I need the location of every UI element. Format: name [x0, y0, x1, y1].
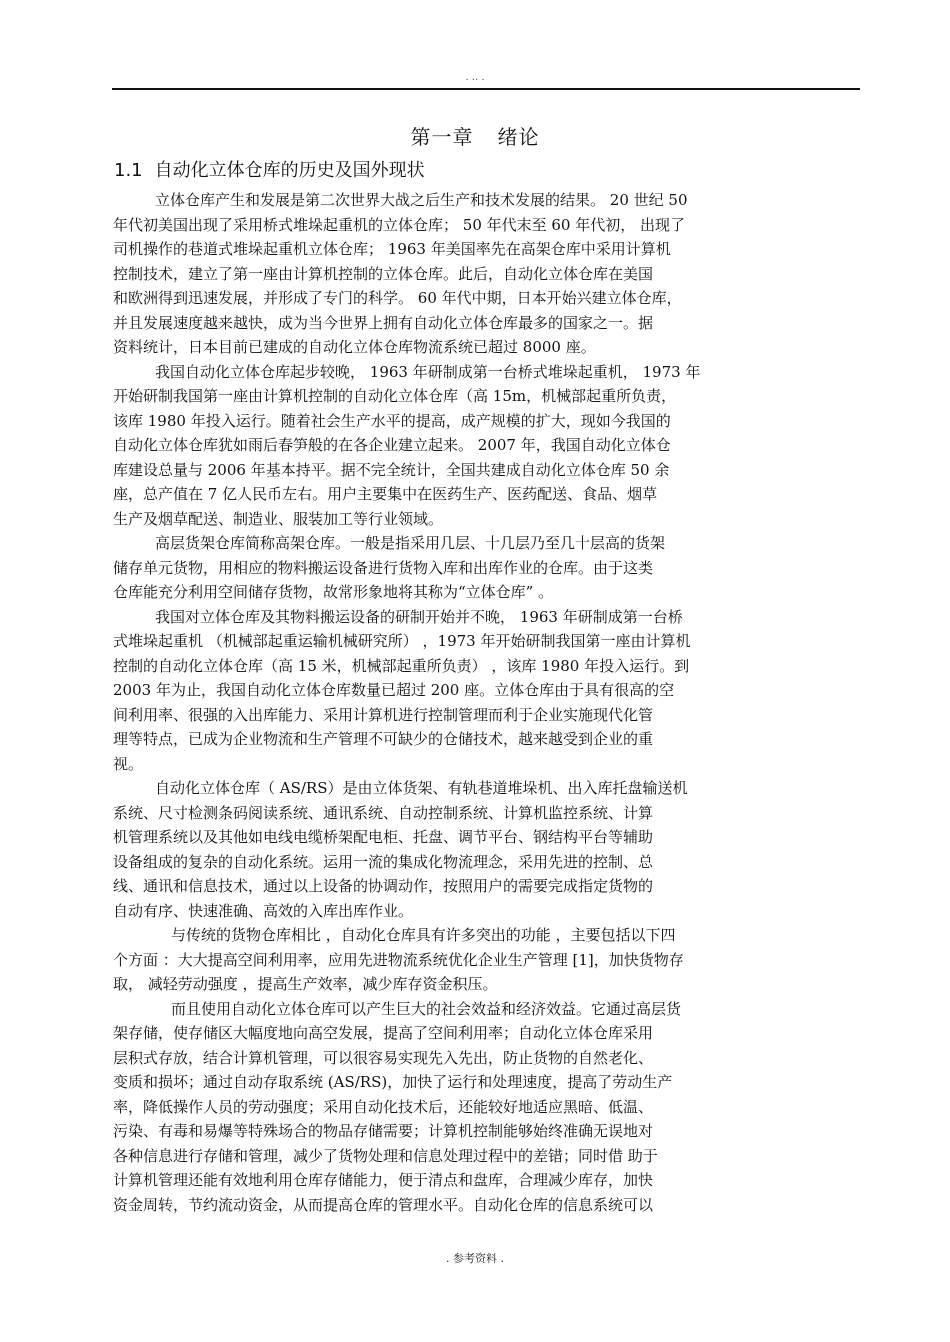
body-line: 个方面 ：大大提高空间利用率，应用先进物流系统优化企业生产管理 [1]，加快货物存 — [113, 950, 684, 969]
body-line: 立体仓库产生和发展是第二次世界大战之后生产和技术发展的结果。 20 世纪 50 — [155, 191, 688, 209]
body-line: 仓库能充分利用空间储存货物，故常形象地将其称为“立体仓库” 。 — [113, 583, 554, 601]
body-line: 率，降低操作人员的劳动强度；采用自动化技术后，还能较好地适应黑暗、低温、 — [113, 1097, 654, 1116]
chapter-number: 第一章 — [410, 125, 474, 149]
body-line: 取， 减轻劳动强度 ，提高生产效率，减少库存资金积压。 — [113, 975, 498, 993]
body-line: 计算机管理还能有效地利用仓库存储能力，便于清点和盘库，合理减少库存，加快 — [113, 1171, 654, 1189]
body-line: 各种信息进行存储和管理，减少了货物处理和信息处理过程中的差错；同时借 助于 — [113, 1146, 658, 1165]
chapter-title: 绪论 — [497, 125, 540, 149]
body-line: 自动有序、快速准确、高效的入库出库作业。 — [113, 901, 414, 920]
body-line: 库建设总量与 2006 年基本持平。据不完全统计，全国共建成自动化立体仓库 50 余 — [113, 460, 670, 479]
body-line: 年代初美国出现了采用桥式堆垛起重机的立体仓库； 50 年代末至 60 年代初， 出现了 — [113, 215, 686, 234]
body-line: 我国对立体仓库及其物料搬运设备的研制开始并不晚， 1963 年研制成第一台桥 — [155, 607, 683, 626]
body-text — [113, 188, 861, 1217]
body-line: 理等特点，已成为企业物流和生产管理不可缺少的仓储技术，越来越受到企业的重 — [113, 730, 654, 748]
body-line: 层积式存放，结合计算机管理，可以很容易实现先入先出，防止货物的自然老化、 — [113, 1048, 654, 1067]
body-line: 该库 1980 年投入运行。随着社会生产水平的提高，成产规模的扩大，现如今我国的 — [113, 411, 671, 430]
body-line: 生产及烟草配送、制造业、服装加工等行业领域。 — [113, 509, 444, 528]
body-line: 而且使用自动化立体仓库可以产生巨大的社会效益和经济效益。它通过高层货 — [171, 999, 682, 1018]
body-line: 与传统的货物仓库相比 ，自动化仓库具有许多突出的功能 ，主要包括以下四 — [171, 926, 676, 944]
body-line: 资料统计，日本目前已建成的自动化立体仓库物流系统已超过 8000 座。 — [113, 338, 596, 356]
body-line: 司机操作的巷道式堆垛起重机立体仓库； 1963 年美国率先在高架仓库中采用计算机 — [113, 240, 671, 258]
body-line: 并且发展速度越来越快，成为当今世界上拥有自动化立体仓库最多的国家之一。据 — [113, 313, 654, 332]
body-line: 线、通讯和信息技术，通过以上设备的协调动作，按照用户的需要完成指定货物的 — [113, 877, 654, 895]
body-line: 控制技术，建立了第一座由计算机控制的立体仓库。此后，自动化立体仓库在美国 — [113, 264, 654, 283]
body-line: 自动化立体仓库犹如雨后春笋般的在各企业建立起来。 2007 年，我国自动化立体仓 — [113, 436, 671, 454]
section-title: 自动化立体仓库的历史及国外现状 — [154, 160, 425, 181]
body-line: 间利用率、很强的入出库能力、采用计算机进行控制管理而利于企业实施现代化管 — [113, 705, 654, 724]
body-line: 2003 年为止，我国自动化立体仓库数量已超过 200 座。立体仓库由于具有很高的空 — [113, 681, 675, 699]
body-line: 开始研制我国第一座由计算机控制的自动化立体仓库（高 15m，机械部起重所负责， — [113, 387, 677, 405]
page-footer: . 参考资料 . — [446, 1252, 504, 1265]
body-line: 和欧洲得到迅速发展，并形成了专门的科学。 60 年代中期，日本开始兴建立体仓库， — [113, 289, 682, 307]
body-line: 视。 — [113, 754, 144, 773]
body-line: 资金周转，节约流动资金，从而提高仓库的管理水平。自动化仓库的信息系统可以 — [113, 1195, 654, 1214]
body-line: 机管理系统以及其他如电线电缆桥架配电柜、托盘、调节平台、钢结构平台等辅助 — [113, 828, 654, 846]
section-number: 1.1 — [114, 160, 143, 181]
header-rule — [112, 88, 860, 90]
body-line: 我国自动化立体仓库起步较晚， 1963 年研制成第一台桥式堆垛起重机， 1973 年 — [155, 362, 701, 381]
body-line: 储存单元货物，用相应的物料搬运设备进行货物入库和出库作业的仓库。由于这类 — [113, 558, 654, 577]
body-line: 自动化立体仓库（ AS/RS）是由立体货架、有轨巷道堆垛机、出入库托盘输送机 — [155, 779, 688, 797]
body-line: 座，总产值在 7 亿人民币左右。用户主要集中在医药生产、医药配送、食品、烟草 — [113, 485, 658, 503]
section-heading — [114, 156, 425, 182]
body-line: 架存储，使存储区大幅度地向高空发展，提高了空间利用率；自动化立体仓库采用 — [113, 1024, 654, 1042]
body-line: 设备组成的复杂的自动化系统。运用一流的集成化物流理念，采用先进的控制、总 — [113, 852, 654, 871]
body-line: 变质和损坏；通过自动存取系统 (AS/RS)，加快了运行和处理速度，提高了劳动生产 — [113, 1073, 673, 1091]
page-header-mark: . .. . — [465, 72, 485, 83]
body-line: 系统、尺寸检测条码阅读系统、通讯系统、自动控制系统、计算机监控系统、计算 — [113, 803, 654, 822]
body-line: 高层货架仓库简称高架仓库。一般是指采用几层、十几层乃至几十层高的货架 — [155, 534, 666, 552]
chapter-heading — [0, 121, 950, 150]
body-line: 污染、有毒和易爆等特殊场合的物品存储需要；计算机控制能够始终准确无误地对 — [113, 1122, 654, 1140]
body-line: 控制的自动化立体仓库（高 15 米，机械部起重所负责） ，该库 1980 年投入运行。到 — [113, 656, 690, 675]
body-line: 式堆垛起重机 （机械部起重运输机械研究所） ，1973 年开始研制我国第一座由计算机 — [113, 632, 691, 650]
